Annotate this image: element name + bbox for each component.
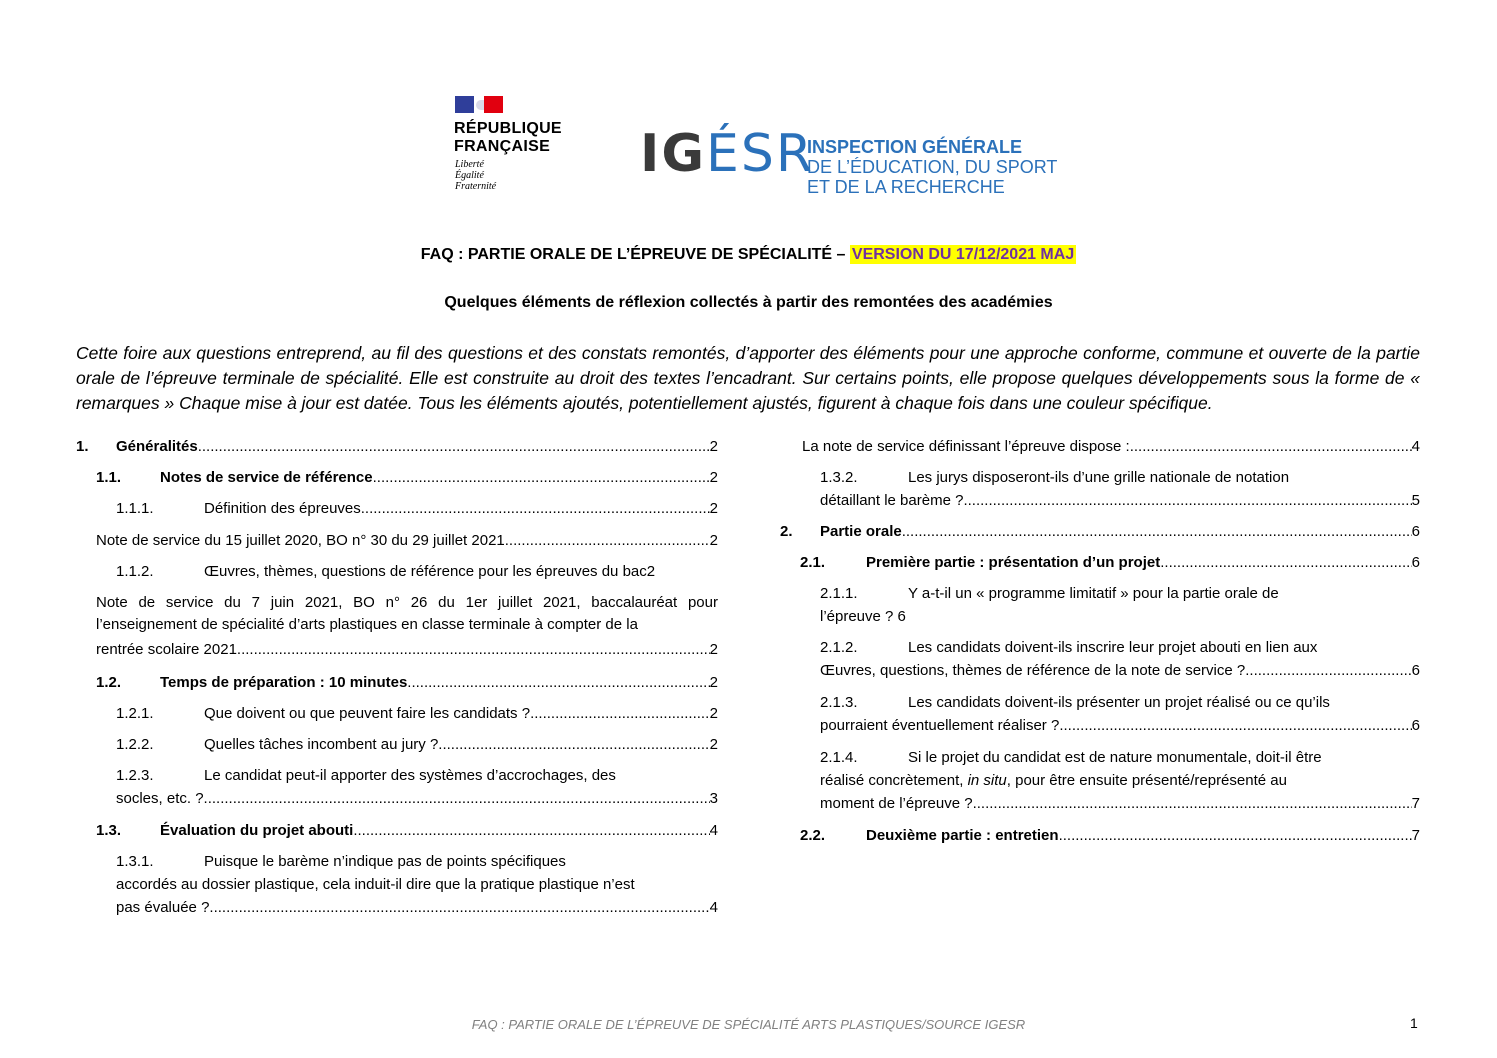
republique-francaise-flag-logo — [455, 96, 503, 113]
toc-entry[interactable] — [820, 692, 1420, 714]
toc-leader-dots — [1059, 825, 1412, 847]
toc-entry-number: 2.1.4. — [820, 749, 858, 766]
toc-entry[interactable] — [802, 436, 1420, 458]
republique-francaise-name — [454, 120, 562, 156]
toc-entry[interactable] — [96, 530, 718, 552]
toc-entry-number: 1.2.1. — [116, 705, 154, 722]
toc-entry-number: 1.3.2. — [820, 469, 858, 486]
toc-entry-page: 2 — [709, 736, 718, 753]
toc-entry-text-wrapped[interactable]: Note de service du 7 juin 2021, BO n° 26 du 1er juillet 2021, baccalauréat pour l’enseignement de spécialité d’arts plastiques en classe terminale à compter de la — [96, 594, 718, 633]
toc-entry-title: rentrée scolaire 2021 — [96, 641, 237, 658]
toc-entry-title: Note de service du 15 juillet 2020, BO n° 30 du 29 juillet 2021 — [96, 532, 505, 549]
toc-leader-dots — [237, 639, 710, 661]
igesr-logo-esr: ÉSR — [706, 124, 815, 184]
toc-entry-number: 1.2.3. — [116, 767, 154, 784]
toc-entry[interactable] — [820, 747, 1420, 769]
title-main: FAQ : PARTIE ORALE DE L’ÉPREUVE DE SPÉCIALITÉ – — [420, 246, 850, 263]
igesr-logo — [640, 124, 814, 184]
toc-entry[interactable] — [820, 467, 1420, 489]
toc-entry[interactable] — [116, 703, 718, 725]
toc-leader-dots — [1245, 660, 1411, 682]
toc-entry-title: Évaluation du projet abouti — [160, 822, 354, 839]
toc-entry-number: 2.1.3. — [820, 694, 858, 711]
toc-entry-title: Les candidats doivent-ils inscrire leur projet abouti en lien aux — [908, 639, 1318, 656]
motto-egalite: Égalité — [455, 170, 484, 181]
republique-line2: FRANÇAISE — [454, 138, 551, 155]
toc-entry-title: Le candidat peut-il apporter des systèmes d’accrochages, des — [204, 767, 616, 784]
toc-entry-number: 2. — [780, 523, 793, 540]
toc-entry-title: pourraient éventuellement réaliser ? — [820, 717, 1060, 734]
toc-entry-title: détaillant le barème ? — [820, 492, 964, 509]
toc-entry-page: 2 — [709, 532, 718, 549]
toc-entry-title: accordés au dossier plastique, cela induit-il dire que la pratique plastique n’est — [116, 876, 635, 893]
toc-entry[interactable] — [820, 583, 1420, 605]
toc-entry-title: Première partie : présentation d’un projet — [866, 554, 1161, 571]
igesr-line3: ET DE LA RECHERCHE — [807, 177, 1005, 197]
toc-entry-page: 2 — [709, 641, 718, 658]
toc-entry[interactable] — [116, 561, 718, 583]
toc-entry-title: moment de l’épreuve ? — [820, 795, 973, 812]
page-footer: FAQ : PARTIE ORALE DE L’ÉPREUVE DE SPÉCIALITÉ ARTS PLASTIQUES/SOURCE IGESR — [471, 1017, 1026, 1032]
toc-entry[interactable] — [820, 793, 1420, 815]
toc-entry-title-post: , pour être ensuite présenté/représenté au — [1006, 772, 1287, 789]
toc-entry-title: socles, etc. ? — [116, 790, 204, 807]
toc-entry-page: 4 — [709, 822, 718, 839]
toc-entry-page: 5 — [1411, 492, 1420, 509]
toc-entry-number: 1.3. — [96, 822, 122, 839]
igesr-line2: DE L’ÉDUCATION, DU SPORT — [807, 157, 1058, 177]
motto-fraternite: Fraternité — [455, 181, 497, 192]
toc-entry-page: 6 — [1411, 662, 1420, 679]
toc-entry-title-pre: réalisé concrètement, — [820, 772, 964, 789]
toc-entry-page: 4 — [1411, 438, 1420, 455]
toc-entry[interactable] — [820, 770, 1420, 792]
toc-entry-title: Quelles tâches incombent au jury ? — [204, 736, 439, 753]
toc-entry[interactable] — [116, 734, 718, 756]
toc-leader-dots — [963, 490, 1411, 512]
toc-leader-dots — [505, 530, 710, 552]
toc-entry-number: 2.1.1. — [820, 585, 858, 602]
toc-leader-dots — [1130, 436, 1412, 458]
toc-entry-title: Deuxième partie : entretien — [866, 827, 1059, 844]
igesr-name — [807, 137, 1057, 197]
toc-entry-title: Notes de service de référence — [160, 469, 373, 486]
toc-entry-page: 2 — [709, 469, 718, 486]
toc-entry-number: 1. — [76, 438, 89, 455]
toc-entry-title: Généralités — [116, 438, 198, 455]
toc-leader-dots — [198, 436, 710, 458]
toc-leader-dots — [361, 498, 710, 520]
toc-entry[interactable] — [820, 715, 1420, 737]
toc-entry[interactable] — [820, 490, 1420, 512]
toc-entry-page: 6 — [1411, 554, 1420, 571]
toc-entry-page: 2 — [709, 438, 718, 455]
toc-entry-number: 2.1.2. — [820, 639, 858, 656]
toc-entry-page: 3 — [709, 790, 718, 807]
toc-entry-title: Définition des épreuves — [204, 500, 361, 517]
toc-entry[interactable] — [800, 552, 1420, 574]
toc-entry[interactable] — [96, 639, 718, 661]
toc-entry-title: Partie orale — [820, 523, 902, 540]
toc-entry[interactable] — [780, 521, 1420, 543]
toc-leader-dots — [1160, 552, 1411, 574]
toc-entry-title-italic: in situ — [967, 772, 1007, 789]
toc-entry-title: La note de service définissant l’épreuve dispose : — [802, 438, 1130, 455]
toc-entry[interactable] — [116, 498, 718, 520]
toc-entry-title: Temps de préparation : 10 minutes — [160, 674, 408, 691]
toc-entry-number: 1.2.2. — [116, 736, 154, 753]
toc-leader-dots — [353, 820, 709, 842]
toc-entry-number: 1.3.1. — [116, 853, 154, 870]
toc-entry-title: Si le projet du candidat est de nature monumentale, doit-il être — [908, 749, 1322, 766]
toc-entry[interactable] — [76, 436, 718, 458]
intro-paragraph: Cette foire aux questions entreprend, au fil des questions et des constats remontés, d’apporter des éléments pour une approche conforme, commune et ouverte de la partie orale de l’épreuve terminale de spécialité. Elle est construite au droit des textes l’encadrant. Sur certains points, elle propose quelques développements sous la forme de « remarques » Chaque mise à jour est datée. Tous les éléments ajoutés, potentiellement ajustés, figurent à chaque fois dans une couleur spécifique. — [76, 343, 1420, 413]
toc-entry[interactable] — [800, 825, 1420, 847]
igesr-line1: INSPECTION GÉNÉRALE — [807, 137, 1023, 157]
toc-entry[interactable] — [116, 874, 718, 896]
toc-leader-dots — [204, 788, 710, 810]
title-version-highlight: VERSION DU 17/12/2021 MAJ — [851, 246, 1075, 263]
toc-entry[interactable] — [116, 788, 718, 810]
toc-entry[interactable] — [96, 672, 718, 694]
republique-motto — [455, 159, 496, 192]
toc-entry-number: 1.1.2. — [116, 563, 154, 580]
toc-leader-dots — [973, 793, 1412, 815]
toc-entry-page: 2 — [646, 563, 656, 580]
toc-leader-dots — [209, 897, 709, 919]
toc-entry-title: Y a-t-il un « programme limitatif » pour la partie orale de — [908, 585, 1279, 602]
toc-entry-title: Que doivent ou que peuvent faire les candidats ? — [204, 705, 531, 722]
republique-line1: RÉPUBLIQUE — [454, 120, 562, 137]
toc-entry-title: Puisque le barème n’indique pas de points spécifiques — [204, 853, 566, 870]
toc-entry[interactable] — [820, 660, 1420, 682]
toc-leader-dots — [373, 467, 710, 489]
toc-entry-title: Les jurys disposeront-ils d’une grille nationale de notation — [908, 469, 1290, 486]
toc-entry[interactable] — [116, 851, 718, 873]
document-title — [0, 245, 1497, 265]
toc-entry-title: Les candidats doivent-ils présenter un projet réalisé ou ce qu’ils — [908, 694, 1330, 711]
document-subtitle: Quelques éléments de réflexion collectés à partir des remontées des académies — [444, 294, 1053, 311]
toc-entry-number: 2.2. — [800, 827, 826, 844]
toc-entry-page: 2 — [709, 500, 718, 517]
toc-entry-page: 7 — [1411, 795, 1420, 812]
toc-entry[interactable] — [96, 467, 718, 489]
toc-leader-dots — [438, 734, 709, 756]
toc-leader-dots — [902, 521, 1412, 543]
toc-entry-number: 2.1. — [800, 554, 826, 571]
toc-entry-title: l’épreuve ? 6 — [820, 608, 906, 625]
toc-entry-number: 1.1. — [96, 469, 122, 486]
toc-leader-dots — [530, 703, 710, 725]
toc-entry-title: pas évaluée ? — [116, 899, 210, 916]
toc-leader-dots — [1059, 715, 1411, 737]
toc-entry-title: Œuvres, thèmes, questions de référence pour les épreuves du bac — [204, 563, 647, 580]
toc-entry-page: 2 — [709, 674, 718, 691]
toc-leader-dots — [407, 672, 709, 694]
igesr-logo-ig: IG — [640, 124, 707, 184]
toc-entry-page: 6 — [1411, 717, 1420, 734]
toc-entry-number: 1.2. — [96, 674, 122, 691]
page-number: 1 — [1410, 1015, 1418, 1031]
toc-entry-page: 7 — [1411, 827, 1420, 844]
toc-entry[interactable] — [116, 897, 718, 919]
toc-entry[interactable] — [116, 765, 718, 787]
toc-entry-page: 6 — [1411, 523, 1420, 540]
toc-entry[interactable] — [96, 820, 718, 842]
toc-entry-number: 1.1.1. — [116, 500, 154, 517]
toc-entry-page: 2 — [709, 705, 718, 722]
motto-liberte: Liberté — [455, 159, 484, 170]
toc-entry-page: 4 — [709, 899, 718, 916]
toc-entry[interactable] — [820, 637, 1420, 659]
toc-entry-title: Œuvres, questions, thèmes de référence de la note de service ? — [820, 662, 1246, 679]
toc-entry[interactable] — [820, 606, 1420, 628]
